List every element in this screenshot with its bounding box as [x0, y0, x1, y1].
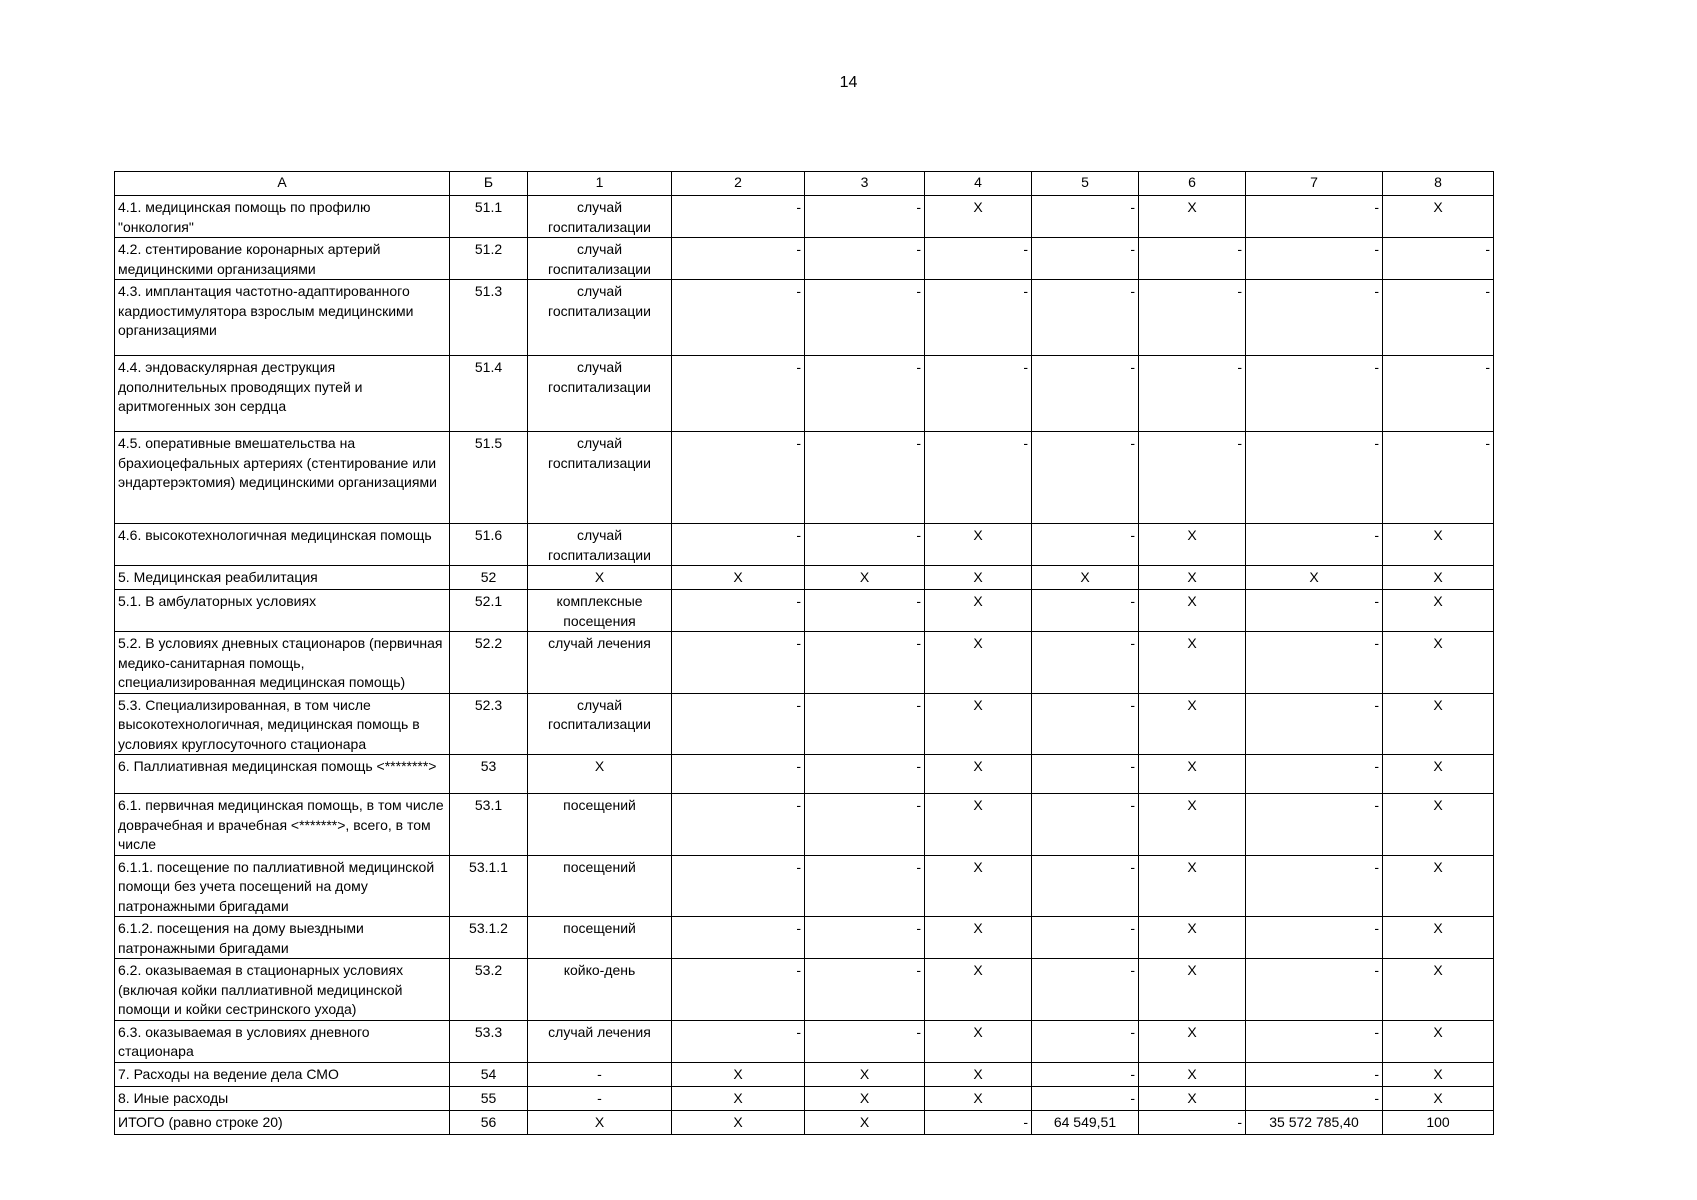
- table-cell: Х: [1139, 693, 1246, 755]
- table-cell: Х: [1139, 855, 1246, 917]
- table-cell: -: [1032, 855, 1139, 917]
- table-cell: посещений: [528, 917, 672, 959]
- table-cell: -: [1246, 1062, 1383, 1086]
- table-cell: Х: [1383, 794, 1494, 856]
- table-cell: -: [672, 632, 805, 694]
- table-row: [115, 693, 1494, 755]
- table-cell: Х: [1383, 524, 1494, 566]
- table-cell: -: [672, 280, 805, 356]
- table-cell: Х: [1139, 1086, 1246, 1110]
- table-cell: 4.2. стентирование коронарных артерий медицинскими организациями: [115, 238, 450, 280]
- table-cell: -: [805, 855, 925, 917]
- table-cell: Х: [925, 794, 1032, 856]
- table-cell: -: [925, 1110, 1032, 1134]
- table-cell: -: [1032, 238, 1139, 280]
- table-cell: случай госпитализации: [528, 196, 672, 238]
- table-cell: Х: [1383, 632, 1494, 694]
- column-header: 5: [1032, 172, 1139, 196]
- table-cell: Х: [1139, 794, 1246, 856]
- table-cell: -: [1246, 524, 1383, 566]
- table-cell: -: [1246, 693, 1383, 755]
- table-cell: -: [672, 917, 805, 959]
- table-cell: Х: [1139, 590, 1246, 632]
- table-cell: Х: [925, 755, 1032, 794]
- table-cell: -: [1032, 196, 1139, 238]
- table-cell: Х: [672, 1086, 805, 1110]
- table-cell: -: [1139, 356, 1246, 432]
- table-cell: 35 572 785,40: [1246, 1110, 1383, 1134]
- column-header: 4: [925, 172, 1032, 196]
- table-cell: -: [805, 590, 925, 632]
- table-row: [115, 855, 1494, 917]
- table-cell: -: [805, 632, 925, 694]
- table-cell: -: [672, 238, 805, 280]
- table-cell: Х: [925, 632, 1032, 694]
- table-cell: -: [1246, 238, 1383, 280]
- table-cell: койко-день: [528, 959, 672, 1021]
- table-cell: случай госпитализации: [528, 280, 672, 356]
- table-cell: -: [925, 238, 1032, 280]
- table-cell: 4.6. высокотехнологичная медицинская помощь: [115, 524, 450, 566]
- table-cell: 51.3: [450, 280, 528, 356]
- page-number: 14: [839, 74, 858, 91]
- table-cell: -: [672, 356, 805, 432]
- table-cell: Х: [1139, 1020, 1246, 1062]
- table-cell: Х: [925, 590, 1032, 632]
- table-cell: -: [1032, 1062, 1139, 1086]
- column-header: Б: [450, 172, 528, 196]
- table-cell: Х: [1139, 959, 1246, 1021]
- table-cell: Х: [1383, 755, 1494, 794]
- table-row: [115, 280, 1494, 356]
- table-cell: -: [805, 693, 925, 755]
- table-cell: -: [1246, 632, 1383, 694]
- table-cell: Х: [528, 755, 672, 794]
- table-cell: Х: [1383, 693, 1494, 755]
- table-cell: Х: [528, 566, 672, 590]
- table-cell: Х: [805, 1086, 925, 1110]
- table-cell: -: [1139, 280, 1246, 356]
- table-cell: Х: [672, 566, 805, 590]
- table-row: [115, 356, 1494, 432]
- table-row: [115, 566, 1494, 590]
- table-cell: случай госпитализации: [528, 524, 672, 566]
- table-cell: Х: [1139, 632, 1246, 694]
- table-cell: Х: [1383, 566, 1494, 590]
- table-cell: Х: [672, 1062, 805, 1086]
- data-table: [114, 171, 1494, 1135]
- table-cell: -: [1139, 238, 1246, 280]
- table-cell: -: [1032, 917, 1139, 959]
- table-cell: Х: [1383, 855, 1494, 917]
- table-cell: 52: [450, 566, 528, 590]
- table-cell: 64 549,51: [1032, 1110, 1139, 1134]
- table-cell: Х: [1383, 959, 1494, 1021]
- table-cell: Х: [1139, 917, 1246, 959]
- table-cell: Х: [925, 959, 1032, 1021]
- table-cell: Х: [925, 855, 1032, 917]
- table-cell: Х: [528, 1110, 672, 1134]
- table-cell: -: [1139, 432, 1246, 524]
- table-cell: -: [528, 1062, 672, 1086]
- table-cell: -: [1246, 755, 1383, 794]
- table-row: [115, 432, 1494, 524]
- table-cell: -: [805, 1020, 925, 1062]
- table-cell: -: [805, 356, 925, 432]
- table-cell: Х: [672, 1110, 805, 1134]
- column-header: 2: [672, 172, 805, 196]
- table-row: [115, 917, 1494, 959]
- table-cell: 56: [450, 1110, 528, 1134]
- table-cell: Х: [1383, 590, 1494, 632]
- table-cell: 52.2: [450, 632, 528, 694]
- table-cell: -: [1246, 196, 1383, 238]
- table-cell: 5. Медицинская реабилитация: [115, 566, 450, 590]
- column-header: 8: [1383, 172, 1494, 196]
- table-row: [115, 524, 1494, 566]
- table-cell: 52.1: [450, 590, 528, 632]
- table-cell: -: [1032, 432, 1139, 524]
- table-cell: случай госпитализации: [528, 238, 672, 280]
- table-cell: 5.2. В условиях дневных стационаров (первичная медико-санитарная помощь, специализированная медицинская помощь): [115, 632, 450, 694]
- column-header: А: [115, 172, 450, 196]
- table-cell: -: [805, 917, 925, 959]
- table-cell: посещений: [528, 794, 672, 856]
- table-cell: Х: [1383, 196, 1494, 238]
- table-cell: 54: [450, 1062, 528, 1086]
- column-header: 1: [528, 172, 672, 196]
- table-cell: -: [672, 590, 805, 632]
- table-cell: -: [925, 432, 1032, 524]
- table-cell: 6.1.2. посещения на дому выездными патронажными бригадами: [115, 917, 450, 959]
- table-cell: Х: [925, 1086, 1032, 1110]
- table-row: [115, 959, 1494, 1021]
- table-cell: -: [1246, 280, 1383, 356]
- table-cell: Х: [805, 566, 925, 590]
- table-cell: -: [1246, 855, 1383, 917]
- table-row: [115, 590, 1494, 632]
- table-cell: Х: [1139, 566, 1246, 590]
- table-cell: -: [805, 196, 925, 238]
- table-cell: случай госпитализации: [528, 693, 672, 755]
- table-row: [115, 196, 1494, 238]
- table-cell: 6.1. первичная медицинская помощь, в том числе доврачебная и врачебная <*******>, всего, в том числе: [115, 794, 450, 856]
- table-cell: -: [805, 524, 925, 566]
- table-row: [115, 1062, 1494, 1086]
- table-cell: -: [805, 280, 925, 356]
- table-cell: посещений: [528, 855, 672, 917]
- table-cell: 4.5. оперативные вмешательства на брахиоцефальных артериях (стентирование или эндартерэктомия) медицинскими организациями: [115, 432, 450, 524]
- table-row: [115, 755, 1494, 794]
- table-cell: -: [1032, 693, 1139, 755]
- table-cell: 53: [450, 755, 528, 794]
- table-cell: Х: [1139, 524, 1246, 566]
- column-header: 7: [1246, 172, 1383, 196]
- table-cell: Х: [925, 524, 1032, 566]
- table-cell: -: [1246, 1020, 1383, 1062]
- table-cell: -: [672, 755, 805, 794]
- table-cell: 8. Иные расходы: [115, 1086, 450, 1110]
- table-cell: 51.5: [450, 432, 528, 524]
- table-row: [115, 794, 1494, 856]
- table-cell: Х: [805, 1062, 925, 1086]
- table-header-row: [115, 172, 1494, 196]
- table-cell: -: [1383, 432, 1494, 524]
- table-cell: Х: [925, 566, 1032, 590]
- table-cell: -: [1383, 280, 1494, 356]
- table-cell: Х: [925, 1020, 1032, 1062]
- table-cell: -: [805, 238, 925, 280]
- table-cell: Х: [925, 917, 1032, 959]
- table-cell: Х: [1139, 755, 1246, 794]
- table-cell: 7. Расходы на ведение дела СМО: [115, 1062, 450, 1086]
- table-cell: 53.2: [450, 959, 528, 1021]
- table-cell: Х: [1383, 1020, 1494, 1062]
- table-cell: -: [672, 855, 805, 917]
- table-cell: -: [805, 432, 925, 524]
- table-cell: 6.3. оказываемая в условиях дневного стационара: [115, 1020, 450, 1062]
- table-cell: -: [1383, 356, 1494, 432]
- table-cell: 6.2. оказываемая в стационарных условиях (включая койки паллиативной медицинской помощи и койки сестринского ухода): [115, 959, 450, 1021]
- table-cell: Х: [925, 1062, 1032, 1086]
- table-cell: 6.1.1. посещение по паллиативной медицинской помощи без учета посещений на дому патронажными бригадами: [115, 855, 450, 917]
- table-cell: комплексные посещения: [528, 590, 672, 632]
- table-cell: 53.1.1: [450, 855, 528, 917]
- table-cell: -: [528, 1086, 672, 1110]
- table-cell: -: [925, 356, 1032, 432]
- table-cell: 5.3. Специализированная, в том числе высокотехнологичная, медицинская помощь в условиях круглосуточного стационара: [115, 693, 450, 755]
- table-cell: 51.4: [450, 356, 528, 432]
- table-cell: Х: [1383, 1062, 1494, 1086]
- table-cell: -: [1032, 1020, 1139, 1062]
- table-cell: Х: [1246, 566, 1383, 590]
- table-cell: -: [1246, 959, 1383, 1021]
- table-cell: -: [1032, 1086, 1139, 1110]
- table-cell: случай госпитализации: [528, 356, 672, 432]
- table-cell: Х: [805, 1110, 925, 1134]
- table-cell: 55: [450, 1086, 528, 1110]
- table-cell: -: [925, 280, 1032, 356]
- table-cell: -: [1032, 959, 1139, 1021]
- table-cell: -: [805, 794, 925, 856]
- table-cell: 52.3: [450, 693, 528, 755]
- table-cell: случай лечения: [528, 1020, 672, 1062]
- table-cell: 4.3. имплантация частотно-адаптированного кардиостимулятора взрослым медицинскими организациями: [115, 280, 450, 356]
- table-cell: Х: [1032, 566, 1139, 590]
- table-cell: Х: [1139, 1062, 1246, 1086]
- table-cell: случай госпитализации: [528, 432, 672, 524]
- table-row: [115, 1110, 1494, 1134]
- table-cell: -: [672, 959, 805, 1021]
- table-cell: 4.4. эндоваскулярная деструкция дополнительных проводящих путей и аритмогенных зон сердца: [115, 356, 450, 432]
- table-row: [115, 1086, 1494, 1110]
- column-header: 3: [805, 172, 925, 196]
- table-cell: -: [1032, 280, 1139, 356]
- table-cell: 51.2: [450, 238, 528, 280]
- table-cell: -: [1032, 590, 1139, 632]
- table-cell: 100: [1383, 1110, 1494, 1134]
- table-cell: -: [1032, 794, 1139, 856]
- table-cell: -: [1032, 524, 1139, 566]
- table-cell: 5.1. В амбулаторных условиях: [115, 590, 450, 632]
- table-cell: 51.1: [450, 196, 528, 238]
- table-cell: -: [1383, 238, 1494, 280]
- table-cell: -: [1139, 1110, 1246, 1134]
- table-cell: -: [1246, 917, 1383, 959]
- table-cell: -: [672, 524, 805, 566]
- table-cell: -: [805, 755, 925, 794]
- table-cell: -: [672, 794, 805, 856]
- table-cell: -: [672, 693, 805, 755]
- table-cell: -: [1246, 794, 1383, 856]
- table-row: [115, 1020, 1494, 1062]
- table-row: [115, 238, 1494, 280]
- table-cell: случай лечения: [528, 632, 672, 694]
- table-cell: -: [1246, 590, 1383, 632]
- table-cell: Х: [925, 196, 1032, 238]
- table-row: [115, 632, 1494, 694]
- table-cell: -: [1032, 632, 1139, 694]
- table-cell: 53.1.2: [450, 917, 528, 959]
- table-cell: -: [805, 959, 925, 1021]
- table-cell: -: [1246, 432, 1383, 524]
- table-cell: ИТОГО (равно строке 20): [115, 1110, 450, 1134]
- table-cell: Х: [925, 693, 1032, 755]
- table-cell: Х: [1139, 196, 1246, 238]
- table-cell: -: [1032, 356, 1139, 432]
- table-cell: -: [672, 1020, 805, 1062]
- table-cell: -: [672, 196, 805, 238]
- column-header: 6: [1139, 172, 1246, 196]
- table-cell: Х: [1383, 1086, 1494, 1110]
- table-cell: -: [1032, 755, 1139, 794]
- table-cell: 4.1. медицинская помощь по профилю "онкология": [115, 196, 450, 238]
- table-cell: -: [1246, 356, 1383, 432]
- table-cell: Х: [1383, 917, 1494, 959]
- table-cell: 51.6: [450, 524, 528, 566]
- table-cell: -: [672, 432, 805, 524]
- table-cell: -: [1246, 1086, 1383, 1110]
- table-cell: 53.3: [450, 1020, 528, 1062]
- table-cell: 6. Паллиативная медицинская помощь <********>: [115, 755, 450, 794]
- table-cell: 53.1: [450, 794, 528, 856]
